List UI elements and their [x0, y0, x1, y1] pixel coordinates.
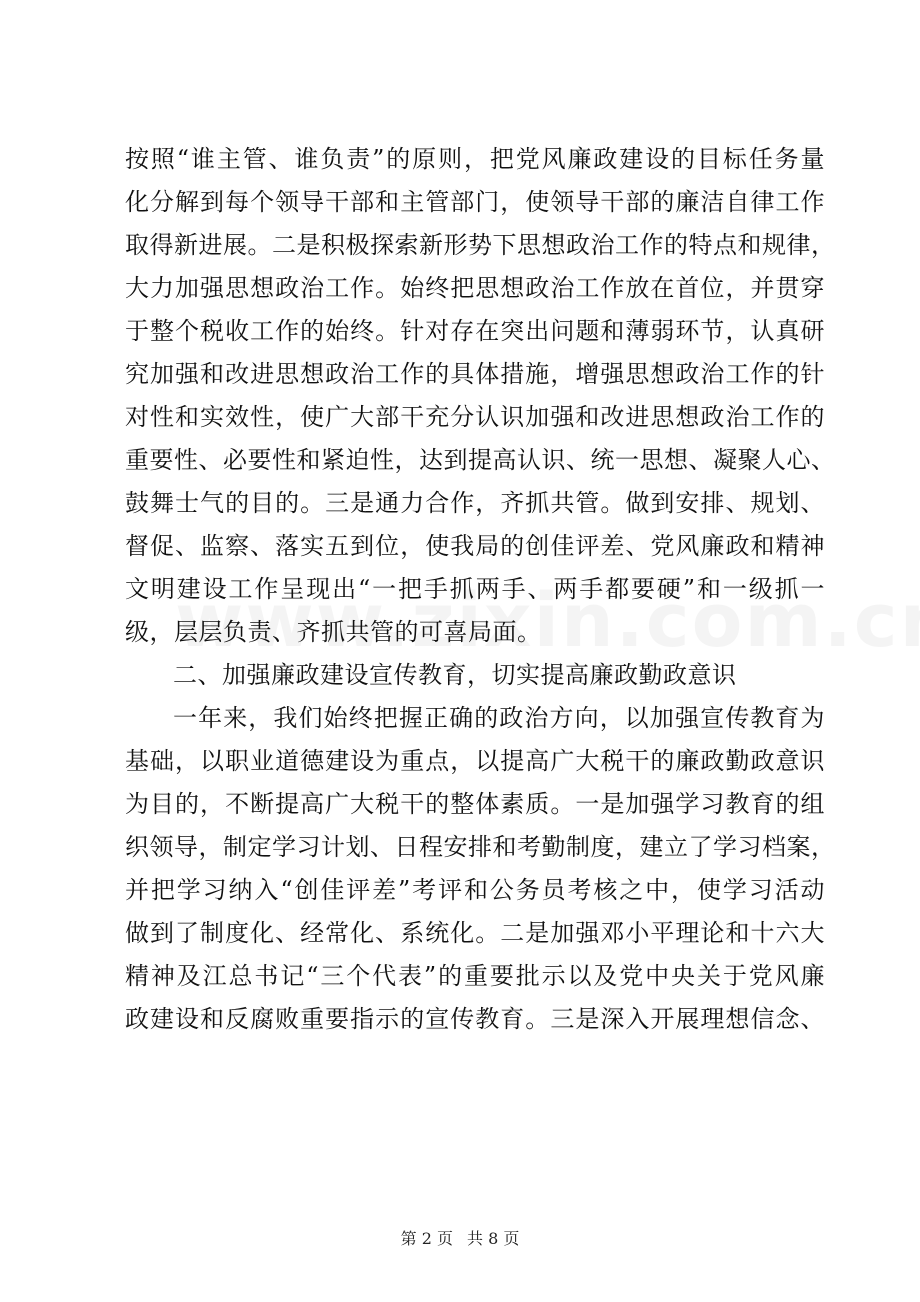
- text-line: 督促、监察、落实五到位，使我局的创佳评差、党风廉政和精神: [125, 532, 825, 560]
- text-line: 取得新进展。二是积极探索新形势下思想政治工作的特点和规律，: [125, 231, 836, 259]
- section-heading: 二、加强廉政建设宣传教育，切实提高廉政勤政意识: [173, 661, 737, 689]
- text-line: 究加强和改进思想政治工作的具体措施，增强思想政治工作的针: [125, 360, 825, 388]
- text-line: 大力加强思想政治工作。始终把思想政治工作放在首位，并贯穿: [125, 274, 825, 302]
- text-line: 文明建设工作呈现出“一把手抓两手、两手都要硬”和一级抓一: [125, 575, 825, 603]
- page-number: 第 2 页: [400, 1229, 453, 1248]
- text-line: 并把学习纳入“创佳评差”考评和公务员考核之中，使学习活动: [125, 876, 825, 904]
- text-line: 于整个税收工作的始终。针对存在突出问题和薄弱环节，认真研: [125, 317, 825, 345]
- text-line: 按照“谁主管、谁负责”的原则，把党风廉政建设的目标任务量: [125, 145, 825, 173]
- text-line: 对性和实效性，使广大部干充分认识加强和改进思想政治工作的: [125, 403, 825, 431]
- body-text: [125, 138, 836, 1041]
- page-footer: [0, 1226, 920, 1249]
- text-line: 一年来，我们始终把握正确的政治方向，以加强宣传教育为: [173, 704, 825, 732]
- text-line: 化分解到每个领导干部和主管部门，使领导干部的廉洁自律工作: [125, 188, 825, 216]
- text-line: 重要性、必要性和紧迫性，达到提高认识、统一思想、凝聚人心、: [125, 446, 836, 474]
- text-line: 政建设和反腐败重要指示的宣传教育。三是深入开展理想信念、: [125, 1005, 825, 1033]
- text-line: 级，层层负责、齐抓共管的可喜局面。: [125, 618, 542, 646]
- page-total: 共 8 页: [467, 1229, 520, 1248]
- text-line: 做到了制度化、经常化、系统化。二是加强邓小平理论和十六大: [125, 919, 825, 947]
- text-line: 鼓舞士气的目的。三是通力合作，齐抓共管。做到安排、规划、: [125, 489, 825, 517]
- text-line: 为目的，不断提高广大税干的整体素质。一是加强学习教育的组: [125, 790, 825, 818]
- text-line: 精神及江总书记“三个代表”的重要批示以及党中央关于党风廉: [125, 962, 825, 990]
- text-line: 基础，以职业道德建设为重点，以提高广大税干的廉政勤政意识: [125, 747, 825, 775]
- text-line: 织领导，制定学习计划、日程安排和考勤制度，建立了学习档案，: [125, 833, 836, 861]
